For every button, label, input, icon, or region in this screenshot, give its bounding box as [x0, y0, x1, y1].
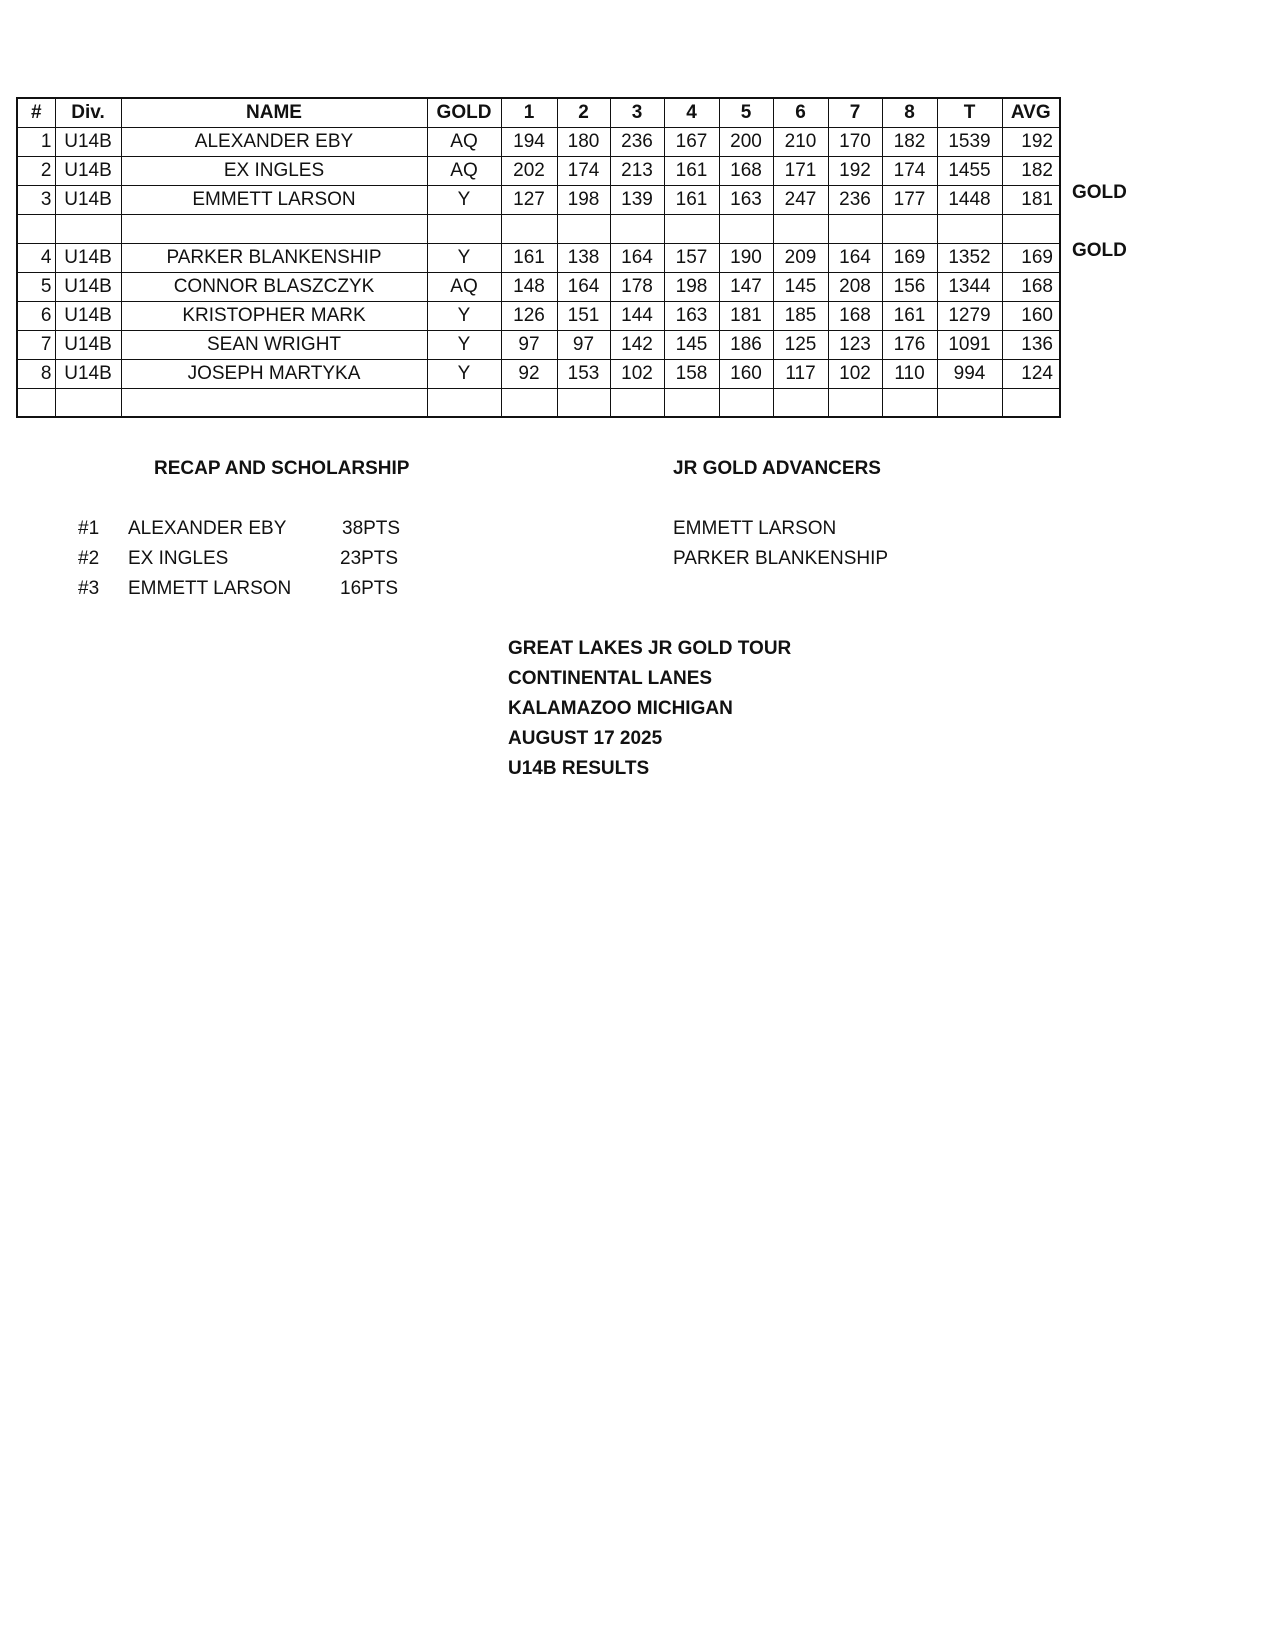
table-cell [55, 388, 121, 417]
table-cell: U14B [55, 156, 121, 185]
table-cell: SEAN WRIGHT [121, 330, 427, 359]
table-header-row [17, 98, 1060, 127]
table-cell [557, 214, 610, 243]
table-cell: AQ [427, 272, 501, 301]
recap-points: 23PTS [340, 548, 399, 569]
table-cell: 7 [17, 330, 55, 359]
table-cell [501, 388, 557, 417]
table-cell [664, 214, 719, 243]
table-cell [17, 388, 55, 417]
table-cell: 92 [501, 359, 557, 388]
header-cell: 7 [828, 98, 882, 127]
table-cell: 139 [610, 185, 664, 214]
table-cell: 208 [828, 272, 882, 301]
table-cell: 1279 [937, 301, 1002, 330]
header-cell: 6 [773, 98, 828, 127]
table-cell: 210 [773, 127, 828, 156]
header-cell: T [937, 98, 1002, 127]
table-cell: 164 [828, 243, 882, 272]
table-cell: 164 [557, 272, 610, 301]
table-cell: 167 [664, 127, 719, 156]
table-cell [121, 214, 427, 243]
table-cell [937, 214, 1002, 243]
recap-points: 16PTS [340, 578, 399, 599]
table-cell: 8 [17, 359, 55, 388]
table-cell: 192 [1002, 127, 1060, 156]
table-cell: 182 [1002, 156, 1060, 185]
table-row [17, 301, 1060, 330]
table-cell: 213 [610, 156, 664, 185]
table-cell: 200 [719, 127, 773, 156]
table-cell: 153 [557, 359, 610, 388]
header-cell: Div. [55, 98, 121, 127]
table-row-empty [17, 388, 1060, 417]
table-cell: 236 [828, 185, 882, 214]
table-row [17, 359, 1060, 388]
table-cell: 163 [719, 185, 773, 214]
table-cell: U14B [55, 127, 121, 156]
table-cell: 127 [501, 185, 557, 214]
table-cell: 186 [719, 330, 773, 359]
table-cell: EX INGLES [121, 156, 427, 185]
event-division-line: U14B RESULTS [508, 758, 650, 779]
table-row [17, 185, 1060, 214]
advancer-name: PARKER BLANKENSHIP [673, 548, 889, 569]
recap-name: EMMETT LARSON [128, 578, 292, 599]
table-cell: 169 [1002, 243, 1060, 272]
table-cell: 169 [882, 243, 937, 272]
table-cell: 181 [1002, 185, 1060, 214]
table-cell: EMMETT LARSON [121, 185, 427, 214]
table-cell [17, 214, 55, 243]
table-cell: 1455 [937, 156, 1002, 185]
table-cell: 160 [1002, 301, 1060, 330]
table-cell: 236 [610, 127, 664, 156]
table-cell: 1344 [937, 272, 1002, 301]
table-cell: 994 [937, 359, 1002, 388]
table-cell: 157 [664, 243, 719, 272]
table-cell: 3 [17, 185, 55, 214]
table-cell: 156 [882, 272, 937, 301]
table-row [17, 330, 1060, 359]
recap-rank: #2 [78, 548, 100, 569]
advancer-name: EMMETT LARSON [673, 518, 837, 539]
table-cell: U14B [55, 185, 121, 214]
event-location-line: KALAMAZOO MICHIGAN [508, 698, 733, 719]
table-cell: Y [427, 359, 501, 388]
table-cell [828, 214, 882, 243]
table-cell [1002, 388, 1060, 417]
table-cell: 170 [828, 127, 882, 156]
table-cell: 6 [17, 301, 55, 330]
table-cell [610, 388, 664, 417]
recap-name: EX INGLES [128, 548, 229, 569]
header-cell: # [17, 98, 55, 127]
table-cell: 192 [828, 156, 882, 185]
table-cell: PARKER BLANKENSHIP [121, 243, 427, 272]
table-cell [55, 214, 121, 243]
table-cell: 161 [664, 185, 719, 214]
table-cell [501, 214, 557, 243]
table-row [17, 272, 1060, 301]
recap-points: 38PTS [342, 518, 401, 539]
table-cell: 147 [719, 272, 773, 301]
table-cell: 168 [828, 301, 882, 330]
table-cell: Y [427, 243, 501, 272]
table-cell: 161 [501, 243, 557, 272]
table-cell: 4 [17, 243, 55, 272]
table-cell: U14B [55, 301, 121, 330]
table-cell: 125 [773, 330, 828, 359]
table-cell [557, 388, 610, 417]
table-cell: U14B [55, 330, 121, 359]
table-cell: 178 [610, 272, 664, 301]
table-cell [1002, 214, 1060, 243]
table-cell [719, 214, 773, 243]
header-cell: 2 [557, 98, 610, 127]
table-cell: 1448 [937, 185, 1002, 214]
table-cell: 198 [557, 185, 610, 214]
recap-title: RECAP AND SCHOLARSHIP [154, 458, 410, 479]
header-cell: 3 [610, 98, 664, 127]
table-cell: 168 [719, 156, 773, 185]
table-cell: Y [427, 330, 501, 359]
table-cell: 177 [882, 185, 937, 214]
table-cell: 110 [882, 359, 937, 388]
table-cell [610, 214, 664, 243]
table-cell: 102 [610, 359, 664, 388]
table-cell [937, 388, 1002, 417]
advancers-title: JR GOLD ADVANCERS [673, 458, 881, 479]
table-cell: 138 [557, 243, 610, 272]
table-cell: 1 [17, 127, 55, 156]
table-cell: 161 [882, 301, 937, 330]
table-cell: 1352 [937, 243, 1002, 272]
table-cell: 142 [610, 330, 664, 359]
header-cell: 5 [719, 98, 773, 127]
table-row-empty [17, 214, 1060, 243]
table-cell: 148 [501, 272, 557, 301]
table-cell: Y [427, 185, 501, 214]
table-cell: KRISTOPHER MARK [121, 301, 427, 330]
table-cell: 144 [610, 301, 664, 330]
table-row [17, 243, 1060, 272]
table-cell: 145 [664, 330, 719, 359]
event-tour-line: GREAT LAKES JR GOLD TOUR [508, 638, 792, 659]
table-cell: 174 [882, 156, 937, 185]
results-table [16, 97, 1061, 418]
table-cell: U14B [55, 272, 121, 301]
table-cell: U14B [55, 359, 121, 388]
table-cell: 158 [664, 359, 719, 388]
table-cell: JOSEPH MARTYKA [121, 359, 427, 388]
table-cell: 180 [557, 127, 610, 156]
table-cell: ALEXANDER EBY [121, 127, 427, 156]
table-cell: AQ [427, 127, 501, 156]
table-cell: 97 [501, 330, 557, 359]
table-cell: 5 [17, 272, 55, 301]
event-venue-line: CONTINENTAL LANES [508, 668, 713, 689]
table-cell: 209 [773, 243, 828, 272]
table-cell [719, 388, 773, 417]
table-cell: 247 [773, 185, 828, 214]
gold-qualifier-tag: GOLD [1072, 182, 1127, 203]
table-cell: 160 [719, 359, 773, 388]
table-cell: 168 [1002, 272, 1060, 301]
header-cell: 8 [882, 98, 937, 127]
table-cell [882, 214, 937, 243]
table-cell: 176 [882, 330, 937, 359]
gold-qualifier-tag: GOLD [1072, 240, 1127, 261]
table-cell [427, 388, 501, 417]
header-cell: NAME [121, 98, 427, 127]
table-cell: 194 [501, 127, 557, 156]
table-cell: 185 [773, 301, 828, 330]
table-cell: 124 [1002, 359, 1060, 388]
table-cell: 163 [664, 301, 719, 330]
table-cell: 1091 [937, 330, 1002, 359]
recap-rank: #3 [78, 578, 100, 599]
table-cell: 2 [17, 156, 55, 185]
table-cell: U14B [55, 243, 121, 272]
table-row [17, 156, 1060, 185]
header-cell: 4 [664, 98, 719, 127]
table-cell: 161 [664, 156, 719, 185]
table-cell [828, 388, 882, 417]
table-cell [882, 388, 937, 417]
table-cell: 174 [557, 156, 610, 185]
table-cell: 97 [557, 330, 610, 359]
table-cell: 126 [501, 301, 557, 330]
table-cell [664, 388, 719, 417]
table-cell [773, 214, 828, 243]
table-cell [773, 388, 828, 417]
table-cell [427, 214, 501, 243]
table-cell: 117 [773, 359, 828, 388]
table-cell: 202 [501, 156, 557, 185]
recap-rank: #1 [78, 518, 100, 539]
event-date-line: AUGUST 17 2025 [508, 728, 663, 749]
table-cell: 151 [557, 301, 610, 330]
table-cell: 102 [828, 359, 882, 388]
table-cell: 171 [773, 156, 828, 185]
table-cell: Y [427, 301, 501, 330]
table-cell: 164 [610, 243, 664, 272]
header-cell: GOLD [427, 98, 501, 127]
table-cell: 123 [828, 330, 882, 359]
table-cell [121, 388, 427, 417]
table-cell: CONNOR BLASZCZYK [121, 272, 427, 301]
table-row [17, 127, 1060, 156]
table-cell: 1539 [937, 127, 1002, 156]
header-cell: AVG [1002, 98, 1060, 127]
table-cell: 198 [664, 272, 719, 301]
table-cell: 136 [1002, 330, 1060, 359]
table-cell: 190 [719, 243, 773, 272]
table-cell: 181 [719, 301, 773, 330]
recap-name: ALEXANDER EBY [128, 518, 287, 539]
table-cell: AQ [427, 156, 501, 185]
header-cell: 1 [501, 98, 557, 127]
table-cell: 145 [773, 272, 828, 301]
table-cell: 182 [882, 127, 937, 156]
